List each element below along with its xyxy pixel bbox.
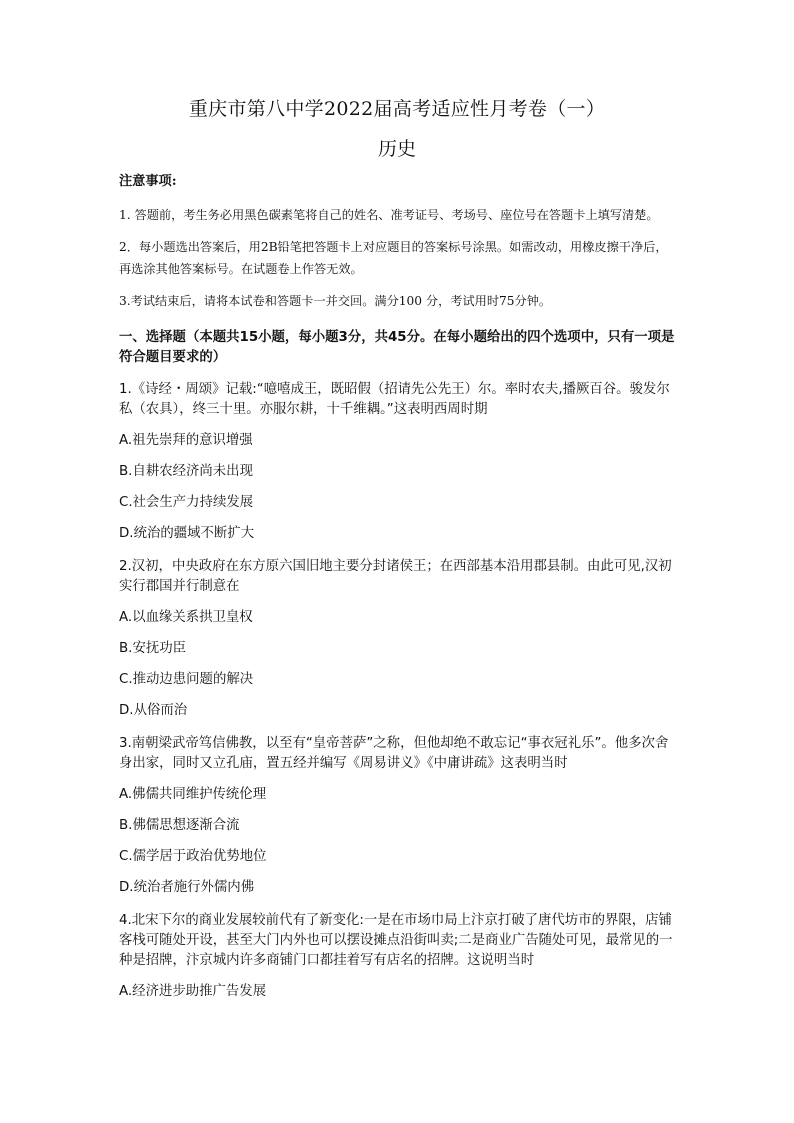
exam-body bbox=[119, 172, 679, 1002]
option-a: A.祖先崇拜的意识增强 bbox=[119, 433, 253, 448]
option-b: B.安抚功臣 bbox=[119, 641, 187, 656]
option-c: C.儒学居于政治优势地位 bbox=[119, 849, 267, 864]
question-3 bbox=[119, 734, 679, 898]
note-item: 2．每小题选出答案后，用2B铅笔把答题卡上对应题目的答案标号涂黑。如需改动，用橡皮擦干净后，再选涂其他答案标号。在试题卷上作答无效。 bbox=[119, 240, 668, 276]
question-1 bbox=[119, 380, 679, 544]
question-4 bbox=[119, 911, 679, 1002]
section-heading: 一、选择题（本题共15小题，每小题3分，共45分。在每小题给出的四个选项中，只有一项是符合题目要求的） bbox=[119, 330, 675, 365]
note-item: 3.考试结束后，请将本试卷和答题卡一并交回。满分100 分，考试用时75分钟。 bbox=[119, 294, 552, 308]
exam-subject: 历史 bbox=[377, 138, 416, 160]
option-d: D.统治的疆域不断扩大 bbox=[119, 526, 255, 541]
option-list bbox=[119, 982, 679, 1002]
option-a: A.以血缘关系拱卫皇权 bbox=[119, 610, 253, 625]
question-stem: 3.南朝梁武帝笃信佛教，以至有“皇帝菩萨”之称，但他却绝不敢忘记“事衣冠礼乐”。他多次舍身出家，同时又立孔庙，置五经并编写《周易讲义》《中庸讲疏》这表明当时 bbox=[119, 736, 669, 771]
option-a: A.经济进步助推广告发展 bbox=[119, 984, 267, 999]
question-2 bbox=[119, 557, 679, 721]
option-d: D.从俗而治 bbox=[119, 703, 188, 718]
exam-title: 重庆市第八中学2022届高考适应性月考卷（一） bbox=[188, 98, 606, 120]
option-b: B.自耕农经济尚未出现 bbox=[119, 464, 253, 479]
option-b: B.佛儒思想逐渐合流 bbox=[119, 818, 240, 833]
option-list bbox=[119, 608, 679, 721]
question-stem: 1.《诗经・周颂》记载:“噫嘻成王，既昭假（招请先公先王）尔。率时农夫,播厥百谷。骏发尔私（农具），终三十里。亦服尔耕，十千维耦。”这表明西周时期 bbox=[119, 382, 670, 417]
option-d: D.统治者施行外儒内佛 bbox=[119, 880, 255, 895]
question-stem: 4.北宋下尔的商业发展较前代有了新变化:一是在市场巾局上汴京打破了唐代坊市的界限，店铺客栈可随处开设，甚至大门内外也可以摆设摊点沿街叫卖;二是商业广告随处可见，最常见的一种是招牌，汴京城内许多商铺门口都挂着写有店名的招牌。这说明当时 bbox=[119, 913, 673, 968]
option-list bbox=[119, 785, 679, 898]
note-item: 1. 答题前，考生务必用黑色碳素笔将自己的姓名、准考证号、考场号、座位号在答题卡上填写清楚。 bbox=[119, 208, 659, 222]
option-a: A.佛儒共同维护传统伦理 bbox=[119, 787, 267, 802]
notes-heading: 注意事项: bbox=[119, 174, 177, 189]
option-c: C.推动边患问题的解决 bbox=[119, 672, 254, 687]
option-list bbox=[119, 431, 679, 544]
option-c: C.社会生产力持续发展 bbox=[119, 495, 254, 510]
question-stem: 2.汉初，中央政府在东方原六国旧地主要分封诸侯王；在西部基本沿用郡县制。由此可见,汉初实行郡国并行制意在 bbox=[119, 559, 672, 594]
